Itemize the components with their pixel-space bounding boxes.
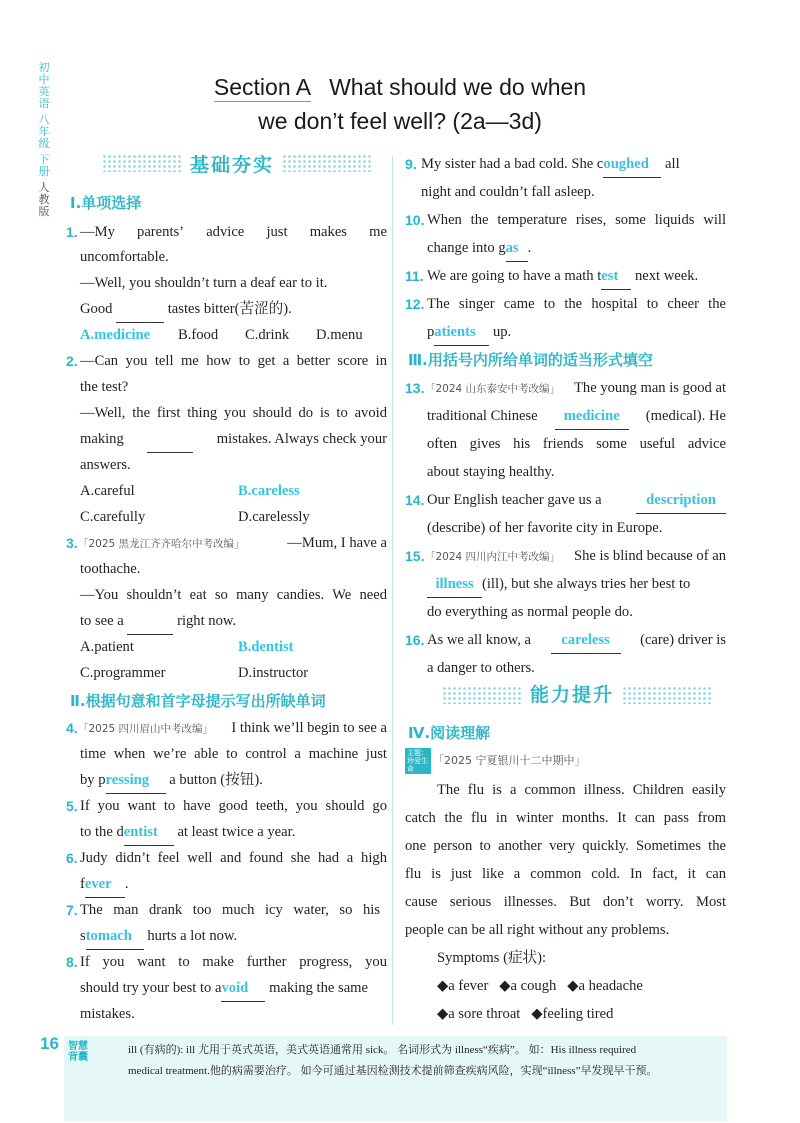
q12-line2 — [427, 319, 511, 346]
q16-line2: a danger to others. — [427, 660, 535, 676]
q3-line1-text: —Mum, I have a — [287, 535, 387, 551]
sidebar-grade: 八年级 — [38, 113, 50, 150]
symptom-cough: ◆a cough — [499, 978, 557, 994]
q15-answer: illness — [427, 571, 482, 598]
q12-answer: atients — [434, 319, 489, 346]
q10-line2-b: . — [527, 240, 532, 256]
q10-number: 10. — [405, 212, 425, 228]
q3-line2: toothache. — [80, 561, 141, 577]
q14-line2: (describe) of her favorite city in Europe. — [427, 520, 663, 536]
footer-note-line1: ill (有病的): ill 尤用于英式英语，美式英语通常用 sick。 名词形式为 illness“疾病”。 如：His illness required — [128, 1044, 637, 1056]
banner-basic — [92, 148, 382, 178]
q6-line2-a: f — [80, 876, 85, 892]
q15-number: 15. — [405, 548, 425, 564]
q8-line2-a: should try your best to a — [80, 980, 222, 996]
q1-option-b: B.food — [178, 327, 219, 343]
q5-line2-b: at least twice a year. — [177, 824, 296, 840]
q13-line2 — [427, 403, 726, 430]
q4-line3 — [80, 767, 263, 794]
q13-line2-a: traditional Chinese — [427, 408, 538, 424]
q1-w3: advice — [206, 224, 245, 240]
q6-line2 — [80, 871, 129, 898]
q7-number: 7. — [66, 902, 78, 918]
q3-source: 「2025 黑龙江齐齐哈尔中考改编」 — [78, 538, 245, 550]
q11-line1 — [427, 263, 698, 290]
q3-line1 — [78, 530, 387, 557]
q13-number: 13. — [405, 380, 425, 396]
q15-source: 「2024 四川内江中考改编」 — [425, 551, 561, 563]
page-title-line2: we don’t feel well? (2a—3d) — [258, 108, 542, 134]
q2-line5: answers. — [80, 457, 131, 473]
passage-line5: cause serious illnesses. But don’t worry. Most — [405, 894, 726, 910]
symptom-fever: ◆a fever — [437, 978, 489, 994]
title-line1-rest: What should we do when — [329, 74, 587, 100]
q4-line1 — [78, 715, 387, 742]
passage-line1: The flu is a common illness. Children easily — [437, 782, 726, 798]
q2-line3: —Well, the first thing you should do is to avoid — [80, 405, 387, 421]
footer-note-line2: medical treatment.他的病需要治疗。 如今可通过基因检测技术提前筛查疾病风险，实现“illness”早发现早干预。 — [128, 1065, 658, 1077]
q16-line1 — [427, 627, 726, 654]
q1-line4-b: tastes bitter(苦涩的). — [167, 301, 292, 317]
q8-line3: mistakes. — [80, 1006, 135, 1022]
q12-line1: The singer came to the hospital to cheer the — [427, 296, 726, 312]
q5-line2 — [80, 819, 295, 846]
q8-line2 — [80, 975, 368, 1002]
banner-dots-right — [282, 154, 372, 172]
q8-answer: void — [221, 975, 265, 1002]
q12-number: 12. — [405, 296, 425, 312]
q15-line1 — [425, 543, 726, 570]
footer-note — [128, 1040, 723, 1082]
symptoms-row2 — [405, 1000, 726, 1028]
part4-heading: Ⅳ.阅读理解 — [408, 724, 491, 742]
q1-line3: —Well, you shouldn’t turn a deaf ear to it. — [80, 275, 328, 291]
q15-line1-text: She is blind because of an — [574, 548, 726, 564]
q4-line1-text: I think we’ll begin to see a — [231, 720, 387, 736]
q6-number: 6. — [66, 850, 78, 866]
passage-line4: flu is just like a common cold. In fact, it can — [405, 866, 726, 882]
q4-source: 「2025 四川眉山中考改编」 — [78, 723, 214, 735]
q8-line1: If you want to make further progress, you — [80, 954, 387, 970]
q2-line2: the test? — [80, 379, 129, 395]
q7-line2-a: s — [80, 928, 86, 944]
q2-line4-b: mistakes. Always check your — [216, 431, 387, 447]
q8-line2-b: making the same — [269, 980, 369, 996]
part3-heading: Ⅲ.用括号内所给单词的适当形式填空 — [408, 351, 653, 369]
q16-answer: careless — [551, 627, 621, 654]
q10-line2 — [427, 235, 531, 262]
q2-line1: —Can you tell me how to get a better score in — [80, 353, 387, 369]
wisdom-label: 智慧背囊 — [68, 1041, 88, 1063]
q8-number: 8. — [66, 954, 78, 970]
banner2-dots-right — [622, 686, 712, 704]
q13-line1 — [425, 375, 726, 402]
q3-blank — [127, 608, 173, 635]
q15-line3: do everything as normal people do. — [427, 604, 633, 620]
q7-line2-b: hurts a lot now. — [147, 928, 238, 944]
q6-line1: Judy didn’t feel well and found she had a high — [80, 850, 387, 866]
q3-number: 3. — [66, 535, 78, 551]
q3-line4-b: right now. — [177, 613, 237, 629]
q1-number: 1. — [66, 224, 78, 240]
q3-line4-a: to see a — [80, 613, 124, 629]
sidebar-book: 初中英语 — [38, 61, 50, 110]
symptom-feeling-tired: ◆feeling tired — [531, 1006, 614, 1022]
q4-number: 4. — [66, 720, 78, 736]
banner2-dots-left — [442, 686, 522, 704]
q3-option-d: D.instructor — [238, 665, 309, 681]
q14-line1 — [427, 487, 726, 514]
q5-line1: If you want to have good teeth, you should go — [80, 798, 387, 814]
q13-source: 「2024 山东泰安中考改编」 — [425, 383, 561, 395]
q13-answer: medicine — [555, 403, 629, 430]
q15-line2 — [427, 571, 690, 598]
q11-answer: est — [601, 263, 631, 290]
q5-answer: entist — [124, 819, 174, 846]
q5-line2-a: to the d — [80, 824, 124, 840]
q11-line1-b: next week. — [634, 268, 699, 284]
q1-option-d: D.menu — [316, 327, 363, 343]
sidebar-term: 下册 — [38, 153, 50, 178]
q12-line2-a: p — [427, 324, 435, 340]
q14-number: 14. — [405, 492, 425, 508]
q2-option-a: A.careful — [80, 483, 135, 499]
q1-option-a: A.medicine — [80, 327, 151, 343]
symptom-headache: ◆a headache — [567, 978, 643, 994]
symptoms-label: Symptoms (症状): — [437, 950, 547, 966]
q1-line1 — [80, 219, 387, 245]
reading-source-row — [405, 748, 586, 774]
q6-answer: ever — [85, 871, 125, 898]
q9-line1-a: My sister had a bad cold. She c — [421, 156, 604, 172]
sidebar-edition: 人教版 — [38, 181, 50, 218]
q4-line3-b: a button (按钮). — [169, 772, 263, 788]
q13-line3: often gives his friends some useful advice — [427, 436, 726, 452]
q2-option-c: C.carefully — [80, 509, 146, 525]
q4-line3-a: by p — [80, 772, 106, 788]
q9-answer: oughed — [603, 151, 661, 178]
q2-line4-a: making — [80, 431, 124, 447]
q15-line2-b: (ill), but she always tries her best to — [482, 576, 691, 592]
q7-line1: The man drank too much icy water, so his — [80, 902, 380, 918]
q2-blank — [147, 426, 193, 453]
q10-answer: as — [506, 235, 528, 262]
q11-line1-a: We are going to have a math t — [427, 268, 602, 284]
q12-line2-b: up. — [492, 324, 512, 340]
q1-line2: uncomfortable. — [80, 249, 169, 265]
q4-line2: time when we’re able to control a machine just — [80, 746, 387, 762]
q1-line4-a: Good — [80, 301, 113, 317]
part1-heading: Ⅰ.单项选择 — [70, 194, 142, 212]
passage-line3: one person to another very quickly. Sometimes the — [405, 838, 726, 854]
q2-line4 — [80, 426, 387, 453]
reading-passage — [405, 776, 726, 1028]
q14-line1-a: Our English teacher gave us a — [427, 492, 602, 508]
page-title-line1 — [150, 74, 650, 101]
symptoms-row1 — [405, 972, 726, 1000]
q3-line4 — [80, 608, 236, 635]
theme-badge: 主题：珍爱生命 — [405, 748, 431, 774]
q3-option-c: C.programmer — [80, 665, 166, 681]
passage-line6: people can be all right without any problems. — [405, 922, 670, 938]
q1-w1: —My — [80, 224, 115, 240]
banner-dots-left — [102, 154, 182, 172]
q9-line1 — [421, 151, 726, 178]
q7-answer: tomach — [86, 923, 144, 950]
q7-line2 — [80, 923, 237, 950]
q3-option-b: B.dentist — [238, 639, 294, 655]
q16-line1-b: (care) driver is — [640, 632, 726, 648]
q16-number: 16. — [405, 632, 425, 648]
reading-source: 「2025 宁夏银川十二中期中」 — [433, 754, 586, 767]
sidebar-book-info — [36, 62, 52, 218]
q9-line2: night and couldn’t fall asleep. — [421, 184, 595, 200]
q2-option-d: D.carelessly — [238, 509, 310, 525]
q14-answer: description — [636, 487, 726, 514]
q2-number: 2. — [66, 353, 78, 369]
q4-answer: ressing — [106, 767, 166, 794]
q3-option-a: A.patient — [80, 639, 134, 655]
banner-ability — [432, 680, 722, 710]
q1-blank — [116, 296, 164, 323]
part2-heading: Ⅱ.根据句意和首字母提示写出所缺单词 — [70, 692, 326, 710]
q13-line2-b: (medical). He — [645, 408, 726, 424]
passage-line2: catch the flu in winter months. It can pass from — [405, 810, 726, 826]
q5-number: 5. — [66, 798, 78, 814]
q9-number: 9. — [405, 156, 417, 172]
section-label: Section A — [213, 74, 312, 100]
q1-w2: parents’ — [137, 224, 185, 240]
q11-number: 11. — [405, 268, 424, 284]
q10-line2-a: change into g — [427, 240, 506, 256]
column-divider — [392, 155, 393, 1025]
q16-line1-a: As we all know, a — [427, 632, 532, 648]
q9-line1-b: all — [665, 156, 680, 172]
q1-w5: makes — [309, 224, 347, 240]
q1-w6: me — [369, 224, 387, 240]
banner-basic-text: 基础夯实 — [189, 153, 274, 176]
q13-line4: about staying healthy. — [427, 464, 555, 480]
q13-line1-text: The young man is good at — [574, 380, 726, 396]
banner-ability-text: 能力提升 — [529, 684, 614, 706]
page-number: 16 — [40, 1034, 59, 1053]
q10-line1: When the temperature rises, some liquids will — [427, 212, 726, 228]
q1-w4: just — [266, 224, 288, 240]
q1-line4 — [80, 296, 292, 323]
q1-option-c: C.drink — [245, 327, 290, 343]
q3-line3: —You shouldn’t eat so many candies. We need — [80, 587, 387, 603]
symptom-sore-throat: ◆a sore throat — [437, 1006, 521, 1022]
q2-option-b: B.careless — [238, 483, 300, 499]
q6-line2-b: . — [124, 876, 129, 892]
